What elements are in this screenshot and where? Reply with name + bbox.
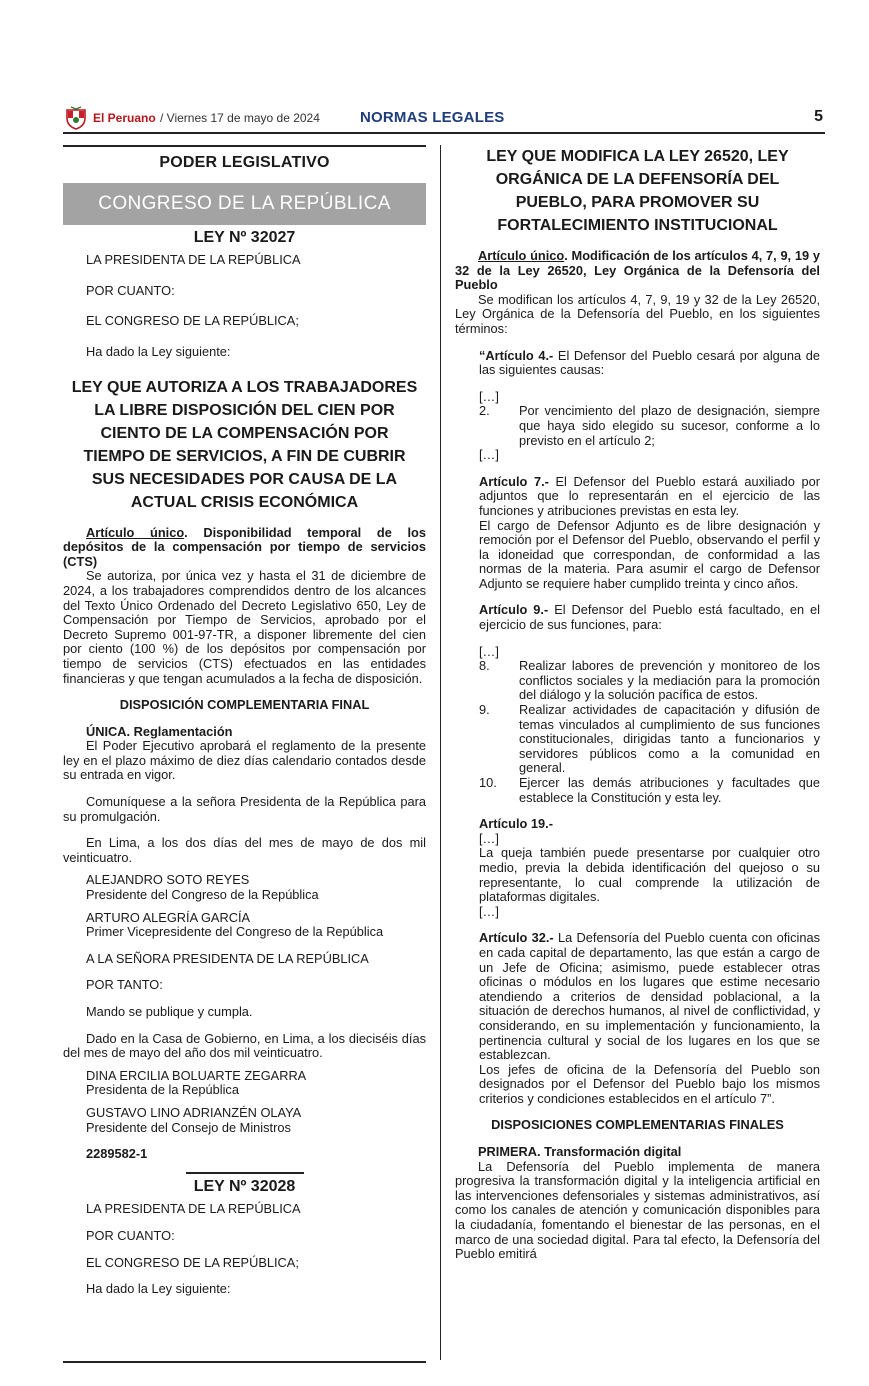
article-4 — [479, 349, 820, 378]
separator-rule — [186, 1172, 304, 1174]
ellipsis: […] — [479, 447, 499, 463]
por-cuanto-line: POR CUANTO: — [86, 282, 175, 298]
a-la-senora-line: A LA SEÑORA PRESIDENTA DE LA REPÚBLICA — [86, 950, 369, 966]
signatory-role: Presidente del Consejo de Ministros — [86, 1119, 291, 1135]
article-32 — [479, 931, 820, 1062]
list-item — [479, 703, 820, 776]
signatory-name: ALEJANDRO SOTO REYES — [86, 872, 250, 888]
article-32-body: La Defensoría del Pueblo cuenta con oficinas en cada capital de departamento, las que están a cargo de un Jefe de Oficina; asimismo, puede establecer otras oficinas o módulos en los lugares que estime necesario atendiendo a criterios de densidad poblacional, a la situación de derechos humanos, al nivel de conflictividad, y considerando, en su implementación y funcionamiento, la pertinencia cultural y social de los lugares en los que se establezcan. — [479, 930, 820, 1063]
disposicion-final-heading: DISPOSICIÓN COMPLEMENTARIA FINAL — [119, 697, 370, 713]
por-tanto-line: POR TANTO: — [86, 977, 163, 993]
page-number: 5 — [814, 108, 823, 125]
ley-32027-title: LEY QUE AUTORIZA A LOS TRABAJADORES LA LIBRE DISPOSICIÓN DEL CIEN POR CIENTO DE LA COMPENSACIÓN POR TIEMPO DE SERVICIOS, A FIN DE CUBRIR SUS NECESIDADES POR CAUSA DE LA ACTUAL CRISIS ECONÓMICA — [71, 378, 418, 511]
item-text: Ejercer las demás atribuciones y facultades que establece la Constitución y esta ley. — [519, 775, 820, 805]
signatory-name: DINA ERCILIA BOLUARTE ZEGARRA — [86, 1067, 307, 1083]
issue-date: / Viernes 17 de mayo de 2024 — [160, 111, 320, 125]
poder-legislativo-heading: PODER LEGISLATIVO — [159, 154, 330, 171]
signatory-name: ARTURO ALEGRÍA GARCÍA — [86, 909, 251, 925]
ley-32028-number: LEY Nº 32028 — [193, 1177, 296, 1195]
article-label: Artículo único — [478, 248, 565, 263]
article-32-label: Artículo 32.- — [479, 930, 554, 946]
item-number: 10. — [479, 775, 497, 790]
article-label: Artículo único — [86, 524, 185, 540]
article-9-body: El Defensor del Pueblo está facultado, en el ejercicio de sus funciones, para: — [479, 602, 821, 633]
unica-heading: ÚNICA. Reglamentación — [86, 723, 233, 739]
ellipsis: […] — [479, 388, 499, 404]
congreso-dado-line: EL CONGRESO DE LA REPÚBLICA; — [86, 1254, 299, 1270]
quoted-articles — [455, 349, 820, 1107]
left-column — [63, 145, 426, 1297]
article-4-body: El Defensor del Pueblo cesará por alguna de las siguientes causas: — [479, 347, 820, 378]
list-item — [479, 659, 820, 703]
mando-line: Mando se publique y cumpla. — [86, 1004, 253, 1019]
signatory-role: Presidente del Congreso de la República — [86, 887, 319, 903]
publication-code: 2289582-1 — [86, 1146, 148, 1162]
signatory-name: GUSTAVO LINO ADRIANZÉN OLAYA — [86, 1104, 302, 1120]
disposiciones-finales-heading: DISPOSICIONES COMPLEMENTARIAS FINALES — [491, 1117, 784, 1133]
article-9-label: Artículo 9.- — [479, 602, 549, 618]
article-19-body: La queja también puede presentarse por cualquier otro medio, previa la debida identificación del quejoso o su representante, lo cual comprende la utilización de plataformas digitales. — [479, 845, 820, 905]
article-7-body: El Defensor del Pueblo estará auxiliado por adjuntos que lo representarán en el ejercicio de las funciones y atribuciones previstas en esta ley. — [479, 473, 820, 518]
primera-heading: PRIMERA. Transformación digital — [478, 1144, 682, 1160]
congreso-dado-line: EL CONGRESO DE LA REPÚBLICA; — [86, 313, 299, 329]
presidenta-line: LA PRESIDENTA DE LA REPÚBLICA — [86, 252, 301, 268]
item-text: Realizar actividades de capacitación y difusión de temas vinculados al cumplimiento de sus funciones constitucionales, dirigidas tanto a funcionarios y servidores públicos como a la comunidad en general. — [519, 702, 820, 776]
por-cuanto-line: POR CUANTO: — [86, 1227, 175, 1243]
ellipsis: […] — [479, 830, 499, 846]
dado-casa-text: Dado en la Casa de Gobierno, en Lima, a los dieciséis días del mes de mayo del año dos mil veinticuatro. — [63, 1030, 426, 1061]
article-32-body-2: Los jefes de oficina de la Defensoría del Pueblo son designados por el Defensor del Pueblo bajo los mismos criterios y condiciones establecidos en el artículo 7”. — [479, 1061, 820, 1106]
item-number: 2. — [479, 403, 490, 419]
right-column — [455, 145, 820, 1262]
section-title: NORMAS LEGALES — [360, 109, 505, 126]
ha-dado-line: Ha dado la Ley siguiente: — [86, 343, 231, 359]
item-number: 8. — [479, 658, 490, 674]
article-7-label: Artículo 7.- — [479, 473, 549, 489]
ley-32027-article-body: Se autoriza, por única vez y hasta el 31 de diciembre de 2024, a los trabajadores comprendidos dentro de los alcances del Texto Único Ordenado del Decreto Legislativo 650, Ley de Compensación por Tiempo de Servicios, aprobado por el Decreto Supremo 001-97-TR, a disponer libremente del cien por ciento (100 %) de los depósitos por compensación por tiempo de servicios (CTS) efectuados en las entidades financieras y que tengan acumulados a la fecha de disposición. — [63, 568, 426, 686]
ley-32027-article-heading — [63, 526, 426, 570]
ley-32028-title: LEY QUE MODIFICA LA LEY 26520, LEY ORGÁNICA DE LA DEFENSORÍA DEL PUEBLO, PARA PROMOVER SU FORTALECIMIENTO INSTITUCIONAL — [486, 148, 789, 234]
signatory-role: Presidenta de la República — [86, 1082, 239, 1098]
ellipsis: […] — [479, 643, 499, 659]
item-number: 9. — [479, 702, 490, 718]
primera-body: La Defensoría del Pueblo implementa de manera progresiva la transformación digital y la inteligencia artificial en las intervenciones defensoriales y sistemas administrativos, así como los canales de atención y comunicación disponibles para la ciudadanía, fomentando el bienestar de las personas, en el marco de una sociedad digital. Para tal efecto, la Defensoría del Pueblo emitirá — [455, 1158, 820, 1262]
comuniquese-text: Comuníquese a la señora Presidenta de la República para su promulgación. — [63, 794, 426, 824]
en-lima-text: En Lima, a los dos días del mes de mayo de dos mil veinticuatro. — [63, 835, 426, 865]
page-header — [63, 106, 825, 132]
bottom-rule — [63, 1361, 426, 1363]
ley-32028-article-body: Se modifican los artículos 4, 7, 9, 19 y 32 de la Ley 26520, Ley Orgánica de la Defensoría del Pueblo, en los siguientes términos: — [455, 291, 820, 336]
ha-dado-line: Ha dado la Ley siguiente: — [86, 1281, 231, 1297]
item-text: Por vencimiento del plazo de designación, siempre que haya sido elegido su sucesor, conforme a lo previsto en el artículo 2; — [519, 403, 820, 448]
list-item — [479, 776, 820, 805]
item-text: Realizar labores de prevención y monitoreo de los conflictos sociales y la mediación para la promoción del diálogo y la solución pacífica de estos. — [519, 658, 820, 703]
article-7 — [479, 475, 820, 519]
ellipsis: […] — [479, 903, 499, 919]
article-7-body-2: El cargo de Defensor Adjunto es de libre designación y remoción por el Defensor del Pueblo, observando el perfil y la idoneidad que correspondan, de conformidad a las normas de la materia. Para asumir el cargo de Defensor Adjunto se requiere haber cumplido treinta y cinco años. — [479, 517, 820, 591]
article-9 — [479, 603, 820, 632]
article-heading-text: . Modificación de los artículos 4, 7, 9, 19 y 32 de la Ley 26520, Ley Orgánica de la Defensoría del Pueblo — [455, 248, 820, 293]
presidenta-line: LA PRESIDENTA DE LA REPÚBLICA — [86, 1201, 301, 1217]
list-item — [479, 404, 820, 448]
article-4-label: “Artículo 4.- — [479, 347, 554, 363]
ley-32028-article-heading — [455, 249, 820, 293]
ley-32027-number: LEY Nº 32027 — [193, 228, 296, 246]
congreso-banner: CONGRESO DE LA REPÚBLICA — [63, 183, 426, 225]
el-peruano-shield-icon — [65, 106, 87, 130]
brand-name: El Peruano — [93, 111, 156, 125]
header-rule — [63, 132, 825, 134]
article-heading-text: . Disponibilidad temporal de los depósitos de la compensación por tiempo de servicios (CTS) — [63, 524, 426, 569]
column-divider — [440, 145, 441, 1360]
article-19-label: Artículo 19.- — [479, 816, 553, 832]
signatory-role: Primer Vicepresidente del Congreso de la República — [86, 924, 384, 940]
unica-body: El Poder Ejecutivo aprobará el reglamento de la presente ley en el plazo máximo de diez días calendario contados desde su entrada en vigor. — [63, 738, 426, 783]
